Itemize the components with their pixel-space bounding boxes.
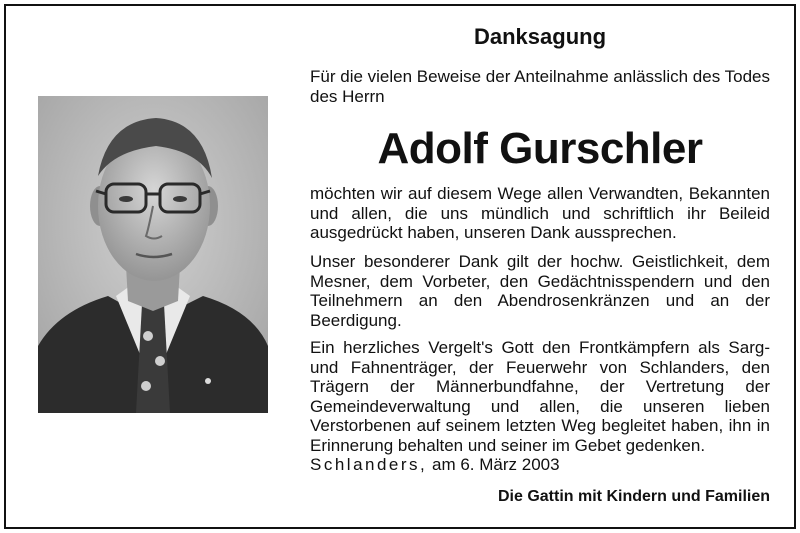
deceased-name: Adolf Gurschler bbox=[377, 124, 703, 173]
paragraph-gratitude: Ein herzliches Vergelt's Gott den Frontkämpfern als Sarg- und Fahnenträger, der Feuerwehr von Schlanders, den Trägern der Männerbundfahne, der Vertretung der Gemeindeverwaltung und allen, die unseren lieben Verstorbenen auf seinem letzten Weg begleitet haben, ihn in Erinnerung behalten und seiner im Gebet gedenken. bbox=[310, 338, 770, 455]
place-town: Schlanders, bbox=[310, 455, 428, 474]
date: am 6. März 2003 bbox=[432, 455, 560, 474]
portrait-photo bbox=[38, 96, 268, 413]
paragraph-special-thanks: Unser besonderer Dank gilt der hochw. Geistlichkeit, dem Mesner, dem Vorbeter, den Gedächtnisspendern und den Teilnehmern an den Abendrosenkränzen und an der Beerdigung. bbox=[310, 252, 770, 330]
portrait-illustration bbox=[38, 96, 268, 413]
intro-text: Für die vielen Beweise der Anteilnahme anlässlich des Todes des Herrn bbox=[310, 67, 770, 106]
closing-signature: Die Gattin mit Kindern und Familien bbox=[497, 488, 770, 505]
notice-heading: Danksagung bbox=[473, 24, 607, 49]
place-and-date bbox=[310, 455, 770, 475]
paragraph-thanks: möchten wir auf diesem Wege allen Verwandten, Bekannten und allen, die uns mündlich und schriftlich ihr Beileid ausgedrückt haben, unseren Dank aussprechen. bbox=[310, 184, 770, 242]
